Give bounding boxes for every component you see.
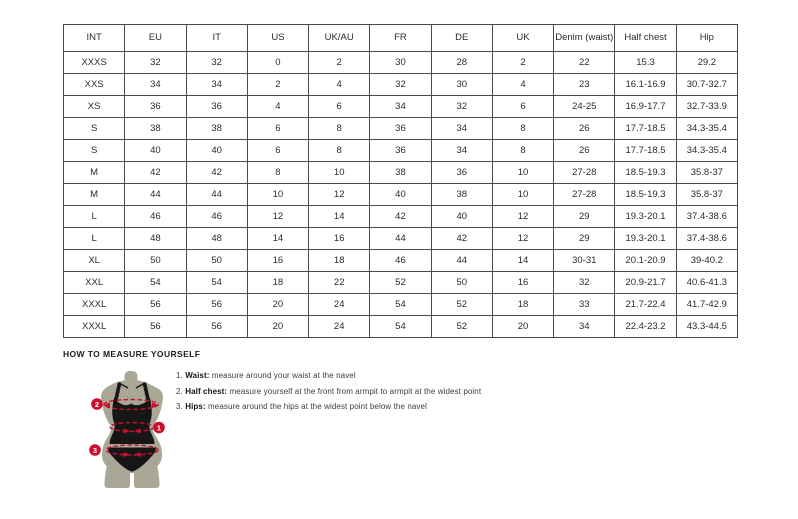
size-cell: 17.7-18.5 [615, 118, 676, 140]
size-cell: 46 [125, 206, 186, 228]
waist-badge-number: 1 [156, 423, 162, 433]
size-cell: 29 [554, 206, 615, 228]
size-cell: 41.7-42.9 [676, 294, 737, 316]
size-cell: M [64, 162, 125, 184]
size-cell: 6 [492, 96, 553, 118]
size-cell: 32 [554, 272, 615, 294]
size-cell: 8 [309, 140, 370, 162]
size-cell: 16 [247, 250, 308, 272]
size-row [64, 140, 738, 162]
size-cell: 29.2 [676, 52, 737, 74]
size-cell: 20.1-20.9 [615, 250, 676, 272]
size-cell: 56 [125, 294, 186, 316]
size-row [64, 184, 738, 206]
size-cell: 26 [554, 118, 615, 140]
size-cell: 22 [554, 52, 615, 74]
size-cell: 40 [370, 184, 431, 206]
size-cell: 16 [309, 228, 370, 250]
size-cell: XL [64, 250, 125, 272]
size-cell: 54 [370, 316, 431, 338]
size-cell: 18 [247, 272, 308, 294]
size-cell: 12 [492, 228, 553, 250]
size-cell: 34 [431, 118, 492, 140]
size-cell: 18.5-19.3 [615, 162, 676, 184]
size-cell: 22 [309, 272, 370, 294]
size-row [64, 52, 738, 74]
size-row [64, 96, 738, 118]
size-cell: 32.7-33.9 [676, 96, 737, 118]
measurement-figure [80, 371, 184, 489]
size-cell: 32 [186, 52, 247, 74]
size-cell: 8 [309, 118, 370, 140]
size-cell: 22.4-23.2 [615, 316, 676, 338]
size-cell: 20 [247, 294, 308, 316]
size-cell: 54 [370, 294, 431, 316]
size-cell: XXS [64, 74, 125, 96]
size-cell: 30-31 [554, 250, 615, 272]
size-cell: 27-28 [554, 184, 615, 206]
size-cell: 10 [492, 184, 553, 206]
hips-badge-number: 3 [92, 445, 98, 455]
size-cell: 50 [186, 250, 247, 272]
size-cell: 19.3-20.1 [615, 228, 676, 250]
size-cell: 15.3 [615, 52, 676, 74]
column-header: Denim (waist) [554, 25, 615, 52]
size-cell: 54 [186, 272, 247, 294]
size-cell: 38 [431, 184, 492, 206]
size-cell: 42 [125, 162, 186, 184]
size-cell: 44 [125, 184, 186, 206]
size-cell: XS [64, 96, 125, 118]
column-header: INT [64, 25, 125, 52]
size-cell: 16.1-16.9 [615, 74, 676, 96]
size-cell: 34 [370, 96, 431, 118]
size-cell: 20.9-21.7 [615, 272, 676, 294]
column-header: EU [125, 25, 186, 52]
size-cell: 50 [431, 272, 492, 294]
size-cell: 34 [431, 140, 492, 162]
size-cell: 56 [186, 316, 247, 338]
mannequin-illustration-icon [80, 371, 184, 489]
size-cell: 0 [247, 52, 308, 74]
size-cell: 40 [186, 140, 247, 162]
column-header: Hip [676, 25, 737, 52]
size-cell: 34.3-35.4 [676, 140, 737, 162]
size-cell: 46 [186, 206, 247, 228]
size-cell: 35.8-37 [676, 162, 737, 184]
measure-step: 1. Waist: measure around your waist at the navel [176, 371, 356, 380]
size-row [64, 74, 738, 96]
size-cell: 26 [554, 140, 615, 162]
size-cell: S [64, 118, 125, 140]
size-cell: 18 [309, 250, 370, 272]
size-cell: 52 [431, 294, 492, 316]
size-cell: 36 [370, 140, 431, 162]
size-cell: 10 [309, 162, 370, 184]
size-cell: 4 [309, 74, 370, 96]
column-header: UK/AU [309, 25, 370, 52]
size-cell: 6 [309, 96, 370, 118]
size-cell: 46 [370, 250, 431, 272]
size-chart-table [63, 24, 738, 338]
size-cell: 24-25 [554, 96, 615, 118]
size-cell: 30.7-32.7 [676, 74, 737, 96]
size-cell: 14 [309, 206, 370, 228]
header-row [64, 25, 738, 52]
size-cell: L [64, 206, 125, 228]
size-cell: 36 [431, 162, 492, 184]
size-cell: 12 [492, 206, 553, 228]
size-cell: 19.3-20.1 [615, 206, 676, 228]
size-cell: 18 [492, 294, 553, 316]
size-row [64, 272, 738, 294]
size-cell: 40 [125, 140, 186, 162]
size-cell: 30 [431, 74, 492, 96]
size-cell: 30 [370, 52, 431, 74]
size-cell: XXL [64, 272, 125, 294]
size-cell: 32 [125, 52, 186, 74]
size-cell: 6 [247, 140, 308, 162]
size-cell: 42 [186, 162, 247, 184]
size-cell: 17.7-18.5 [615, 140, 676, 162]
size-cell: 6 [247, 118, 308, 140]
size-cell: 23 [554, 74, 615, 96]
size-cell: 56 [125, 316, 186, 338]
size-cell: 16.9-17.7 [615, 96, 676, 118]
size-cell: 34 [554, 316, 615, 338]
size-cell: M [64, 184, 125, 206]
size-cell: 29 [554, 228, 615, 250]
size-cell: 32 [370, 74, 431, 96]
size-cell: 8 [492, 140, 553, 162]
size-cell: 37.4-38.6 [676, 206, 737, 228]
measure-step: 2. Half chest: measure yourself at the front from armpit to armpit at the widest point [176, 386, 482, 396]
size-cell: 42 [431, 228, 492, 250]
measure-steps-list [176, 368, 481, 415]
size-cell: 2 [309, 52, 370, 74]
size-cell: 39-40.2 [676, 250, 737, 272]
size-cell: 34 [125, 74, 186, 96]
size-cell: 54 [125, 272, 186, 294]
size-cell: 18.5-19.3 [615, 184, 676, 206]
column-header: IT [186, 25, 247, 52]
size-cell: 35.8-37 [676, 184, 737, 206]
size-cell: 12 [309, 184, 370, 206]
size-row [64, 206, 738, 228]
size-chart-header [64, 25, 738, 52]
size-cell: 52 [431, 316, 492, 338]
size-cell: 4 [492, 74, 553, 96]
size-cell: 24 [309, 294, 370, 316]
column-header: FR [370, 25, 431, 52]
size-cell: 56 [186, 294, 247, 316]
size-cell: 40 [431, 206, 492, 228]
size-row [64, 294, 738, 316]
size-cell: L [64, 228, 125, 250]
size-cell: 44 [370, 228, 431, 250]
size-cell: 10 [492, 162, 553, 184]
size-cell: 42 [370, 206, 431, 228]
how-to-measure-title: HOW TO MEASURE YOURSELF [63, 349, 201, 359]
size-cell: 28 [431, 52, 492, 74]
size-cell: 20 [492, 316, 553, 338]
size-cell: 44 [186, 184, 247, 206]
column-header: US [247, 25, 308, 52]
size-cell: 10 [247, 184, 308, 206]
size-cell: 44 [431, 250, 492, 272]
half-chest-badge-number: 2 [94, 399, 100, 409]
size-cell: 20 [247, 316, 308, 338]
size-cell: 36 [125, 96, 186, 118]
size-cell: 43.3-44.5 [676, 316, 737, 338]
size-cell: 16 [492, 272, 553, 294]
size-cell: 12 [247, 206, 308, 228]
size-cell: S [64, 140, 125, 162]
size-cell: 34 [186, 74, 247, 96]
measure-step: 3. Hips: measure around the hips at the widest point below the navel [176, 402, 427, 411]
column-header: UK [492, 25, 553, 52]
size-cell: 38 [125, 118, 186, 140]
size-cell: 38 [186, 118, 247, 140]
size-row [64, 162, 738, 184]
column-header: Half chest [615, 25, 676, 52]
size-cell: 48 [186, 228, 247, 250]
size-cell: 21.7-22.4 [615, 294, 676, 316]
size-cell: 24 [309, 316, 370, 338]
size-cell: XXXL [64, 294, 125, 316]
size-cell: 37.4-38.6 [676, 228, 737, 250]
size-cell: 34.3-35.4 [676, 118, 737, 140]
size-cell: XXXL [64, 316, 125, 338]
size-cell: 40.6-41.3 [676, 272, 737, 294]
size-cell: 2 [492, 52, 553, 74]
size-cell: 8 [247, 162, 308, 184]
size-chart-body [64, 52, 738, 338]
size-cell: 48 [125, 228, 186, 250]
size-cell: 8 [492, 118, 553, 140]
size-row [64, 250, 738, 272]
size-cell: 27-28 [554, 162, 615, 184]
size-cell: 52 [370, 272, 431, 294]
size-row [64, 316, 738, 338]
size-cell: 33 [554, 294, 615, 316]
column-header: DE [431, 25, 492, 52]
size-cell: 2 [247, 74, 308, 96]
size-cell: XXXS [64, 52, 125, 74]
size-cell: 36 [370, 118, 431, 140]
size-cell: 4 [247, 96, 308, 118]
size-row [64, 118, 738, 140]
size-row [64, 228, 738, 250]
size-cell: 14 [492, 250, 553, 272]
size-cell: 14 [247, 228, 308, 250]
camisole [110, 398, 155, 444]
size-cell: 32 [431, 96, 492, 118]
size-cell: 38 [370, 162, 431, 184]
size-cell: 36 [186, 96, 247, 118]
size-cell: 50 [125, 250, 186, 272]
